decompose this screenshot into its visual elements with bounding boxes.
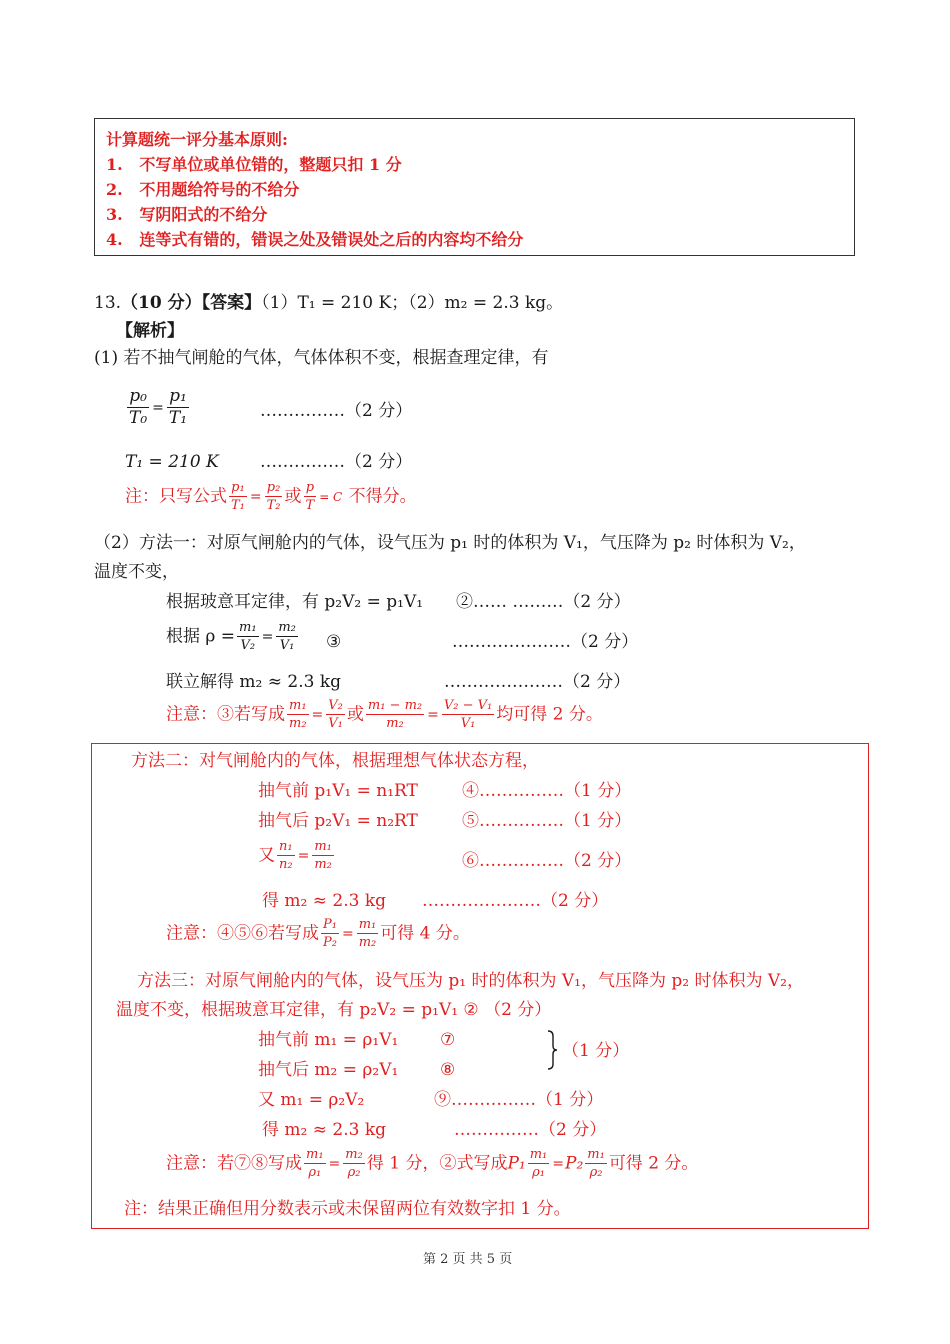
method1-line1: 根据玻意耳定律，有 p₂V₂ = p₁V₁ [166, 592, 424, 612]
eq2-score: ……………（2 分） [260, 452, 413, 472]
fraction-m1-m2-method2: $\frac{\text{m₁}}{\text{m₂}}$ [314, 839, 332, 872]
method3-line2: 抽气后 m₂ = ρ₂V₁ [258, 1060, 399, 1080]
question-header: 13.（10 分）【答案】（1）T₁ = 210 K；（2）m₂ = 2.3 kg。 [94, 293, 564, 313]
method3-brace-score: （1 分） [562, 1041, 630, 1061]
method2-line4-score: …………………（2 分） [422, 891, 609, 911]
fraction-p1-T1: $\frac{\text{p₁}}{\text{T₁}}$ [168, 386, 188, 428]
method2-line3-score: ⑥……………（2 分） [462, 851, 632, 871]
rule-item-1: 1. 不写单位或单位错的，整题只扣 1 分 [106, 155, 402, 174]
grading-rules-box [94, 118, 855, 256]
page-footer: 第 2 页 共 5 页 [423, 1252, 513, 1267]
method1-line1-score: ②…… ………（2 分） [456, 592, 631, 612]
method3-mark-8: ⑧ [440, 1060, 456, 1080]
fraction-p-T-note: $\frac{p}{T}$ [305, 480, 315, 513]
method3-intro-line1: 方法三：对原气闸舱内的气体，设气压为 p₁ 时的体积为 V₁，气压降为 p₂ 时体积为 V₂， [137, 971, 804, 991]
method1-mark-3: ③ [326, 632, 342, 652]
method2-line1-score: ④……………（1 分） [462, 781, 632, 801]
fraction-m1-V2: $\frac{\text{m₁}}{\text{V₂}}$ [239, 620, 257, 653]
note-1: 注：只写公式 $\frac{\text{p₁}}{\text{T₁}}$ = $\frac{\text{p₂}}{\text{T₂}}$ 或 $\frac{p}{T}$ = C 不得分。 [125, 480, 417, 513]
method1-line3: 联立解得 m₂ ≈ 2.3 kg [166, 672, 342, 692]
rule-item-2: 2. 不用题给符号的不给分 [106, 180, 300, 199]
method2-line2-score: ⑤……………（1 分） [462, 811, 632, 831]
method3-mark-7: ⑦ [440, 1030, 456, 1050]
final-note: 注：结果正确但用分数表示或未保留两位有效数字扣 1 分。 [124, 1199, 571, 1219]
right-brace-icon [546, 1030, 558, 1070]
method3-line1: 抽气前 m₁ = ρ₁V₁ [258, 1030, 399, 1050]
fraction-m1-rho1: $\frac{\text{m₁}}{\text{ρ₁}}$ [306, 1147, 324, 1180]
fraction-m1-rho1-b: $\frac{\text{m₁}}{\text{ρ₁}}$ [529, 1147, 548, 1180]
part2-intro-line2: 温度不变， [94, 562, 179, 582]
method2-line3: 又 $\frac{\text{n₁}}{\text{n₂}}$ = $\frac{\text{m₁}}{\text{m₂}}$ [258, 839, 332, 872]
fraction-m1-minus-m2-over-m2: $\frac{\text{m₁ − m₂}}{\text{m₂}}$ [367, 698, 423, 731]
fraction-m1-m2-note: $\frac{\text{m₁}}{\text{m₂}}$ [358, 917, 377, 950]
method2-line2: 抽气后 p₂V₁ = n₂RT [258, 811, 418, 831]
eq2-result: T₁ = 210 K [125, 452, 219, 472]
part2-intro-line1: （2）方法一：对原气闸舱内的气体，设气压为 p₁ 时的体积为 V₁，气压降为 p₂ 时体积为 V₂， [94, 533, 806, 553]
method2-line4: 得 m₂ ≈ 2.3 kg [262, 891, 387, 911]
fraction-m1-rho2: $\frac{\text{m₁}}{\text{ρ₂}}$ [587, 1147, 605, 1180]
method2-intro: 方法二：对气闸舱内的气体，根据理想气体状态方程， [131, 751, 539, 771]
fraction-m1-m2: $\frac{\text{m₁}}{\text{m₂}}$ [289, 698, 307, 731]
rule-item-3: 3. 写阴阳式的不给分 [106, 205, 268, 224]
method2-line1: 抽气前 p₁V₁ = n₁RT [258, 781, 418, 801]
fraction-p2-T2-note: $\frac{\text{p₂}}{\text{T₂}}$ [266, 480, 281, 513]
rule-item-4: 4. 连等式有错的，错误之处及错误处之后的内容均不给分 [106, 230, 524, 249]
method1-line2: 根据 ρ = $\frac{\text{m₁}}{\text{V₂}}$ = $\frac{\text{m₂}}{\text{V₁}}$ [166, 620, 296, 653]
method3-line4-score: ……………（2 分） [454, 1120, 607, 1140]
part1-intro: (1) 若不抽气闸舱的气体，气体体积不变，根据查理定律，有 [94, 348, 549, 368]
method3-intro-line2: 温度不变，根据玻意耳定律，有 p₂V₂ = p₁V₁ ② （2 分） [116, 1000, 552, 1020]
eq1-score: ……………（2 分） [260, 401, 413, 421]
fraction-p0-T0: $\frac{\text{p₀}}{\text{T₀}}$ [129, 386, 148, 428]
method1-note: 注意：③若写成 $\frac{\text{m₁}}{\text{m₂}}$ = $\frac{\text{V₂}}{\text{V₁}}$ 或 $\frac{\text{m₁ − m₂}}{\text{m₂}}$ = $\frac{\text{V₂ − V₁}}{\text{V₁}}$ 均可得 2 分。 [166, 698, 603, 731]
fraction-n1-n2: $\frac{\text{n₁}}{\text{n₂}}$ [279, 839, 293, 872]
rules-title: 计算题统一评分基本原则: [106, 130, 288, 149]
method2-note: 注意：④⑤⑥若写成 $\frac{\text{P₁}}{\text{P₂}}$ = $\frac{\text{m₁}}{\text{m₂}}$ 可得 4 分。 [166, 917, 470, 950]
fraction-p1-T1-note: $\frac{\text{p₁}}{\text{T₁}}$ [231, 480, 245, 513]
method3-line3: 又 m₁ = ρ₂V₂ [258, 1090, 365, 1110]
analysis-tag: 【解析】 [116, 321, 184, 341]
charles-law-equation: $\frac{\text{p₀}}{\text{T₀}}$ = $\frac{\text{p₁}}{\text{T₁}}$ [129, 386, 188, 428]
fraction-V2-minus-V1-over-V1: $\frac{\text{V₂ − V₁}}{\text{V₁}}$ [443, 698, 493, 731]
method1-line3-score: …………………（2 分） [444, 672, 631, 692]
method3-note: 注意：若⑦⑧写成 $\frac{\text{m₁}}{\text{ρ₁}}$ = $\frac{\text{m₂}}{\text{ρ₂}}$ 得 1 分，②式写成P₁ $\frac{\text{m₁}}{\text{ρ₁}}$ =P₂ $\frac{\text{m₁}}{\text{ρ₂}}$ 可得 2 分。 [166, 1147, 699, 1180]
fraction-P1-P2: $\frac{\text{P₁}}{\text{P₂}}$ [323, 917, 337, 950]
method3-line4: 得 m₂ ≈ 2.3 kg [262, 1120, 387, 1140]
fraction-V2-V1: $\frac{\text{V₂}}{\text{V₁}}$ [328, 698, 343, 731]
fraction-m2-V1: $\frac{\text{m₂}}{\text{V₁}}$ [278, 620, 296, 653]
method3-line3-score: ⑨……………（1 分） [434, 1090, 604, 1110]
method1-line2-score: …………………（2 分） [452, 632, 639, 652]
fraction-m2-rho2: $\frac{\text{m₂}}{\text{ρ₂}}$ [345, 1147, 363, 1180]
